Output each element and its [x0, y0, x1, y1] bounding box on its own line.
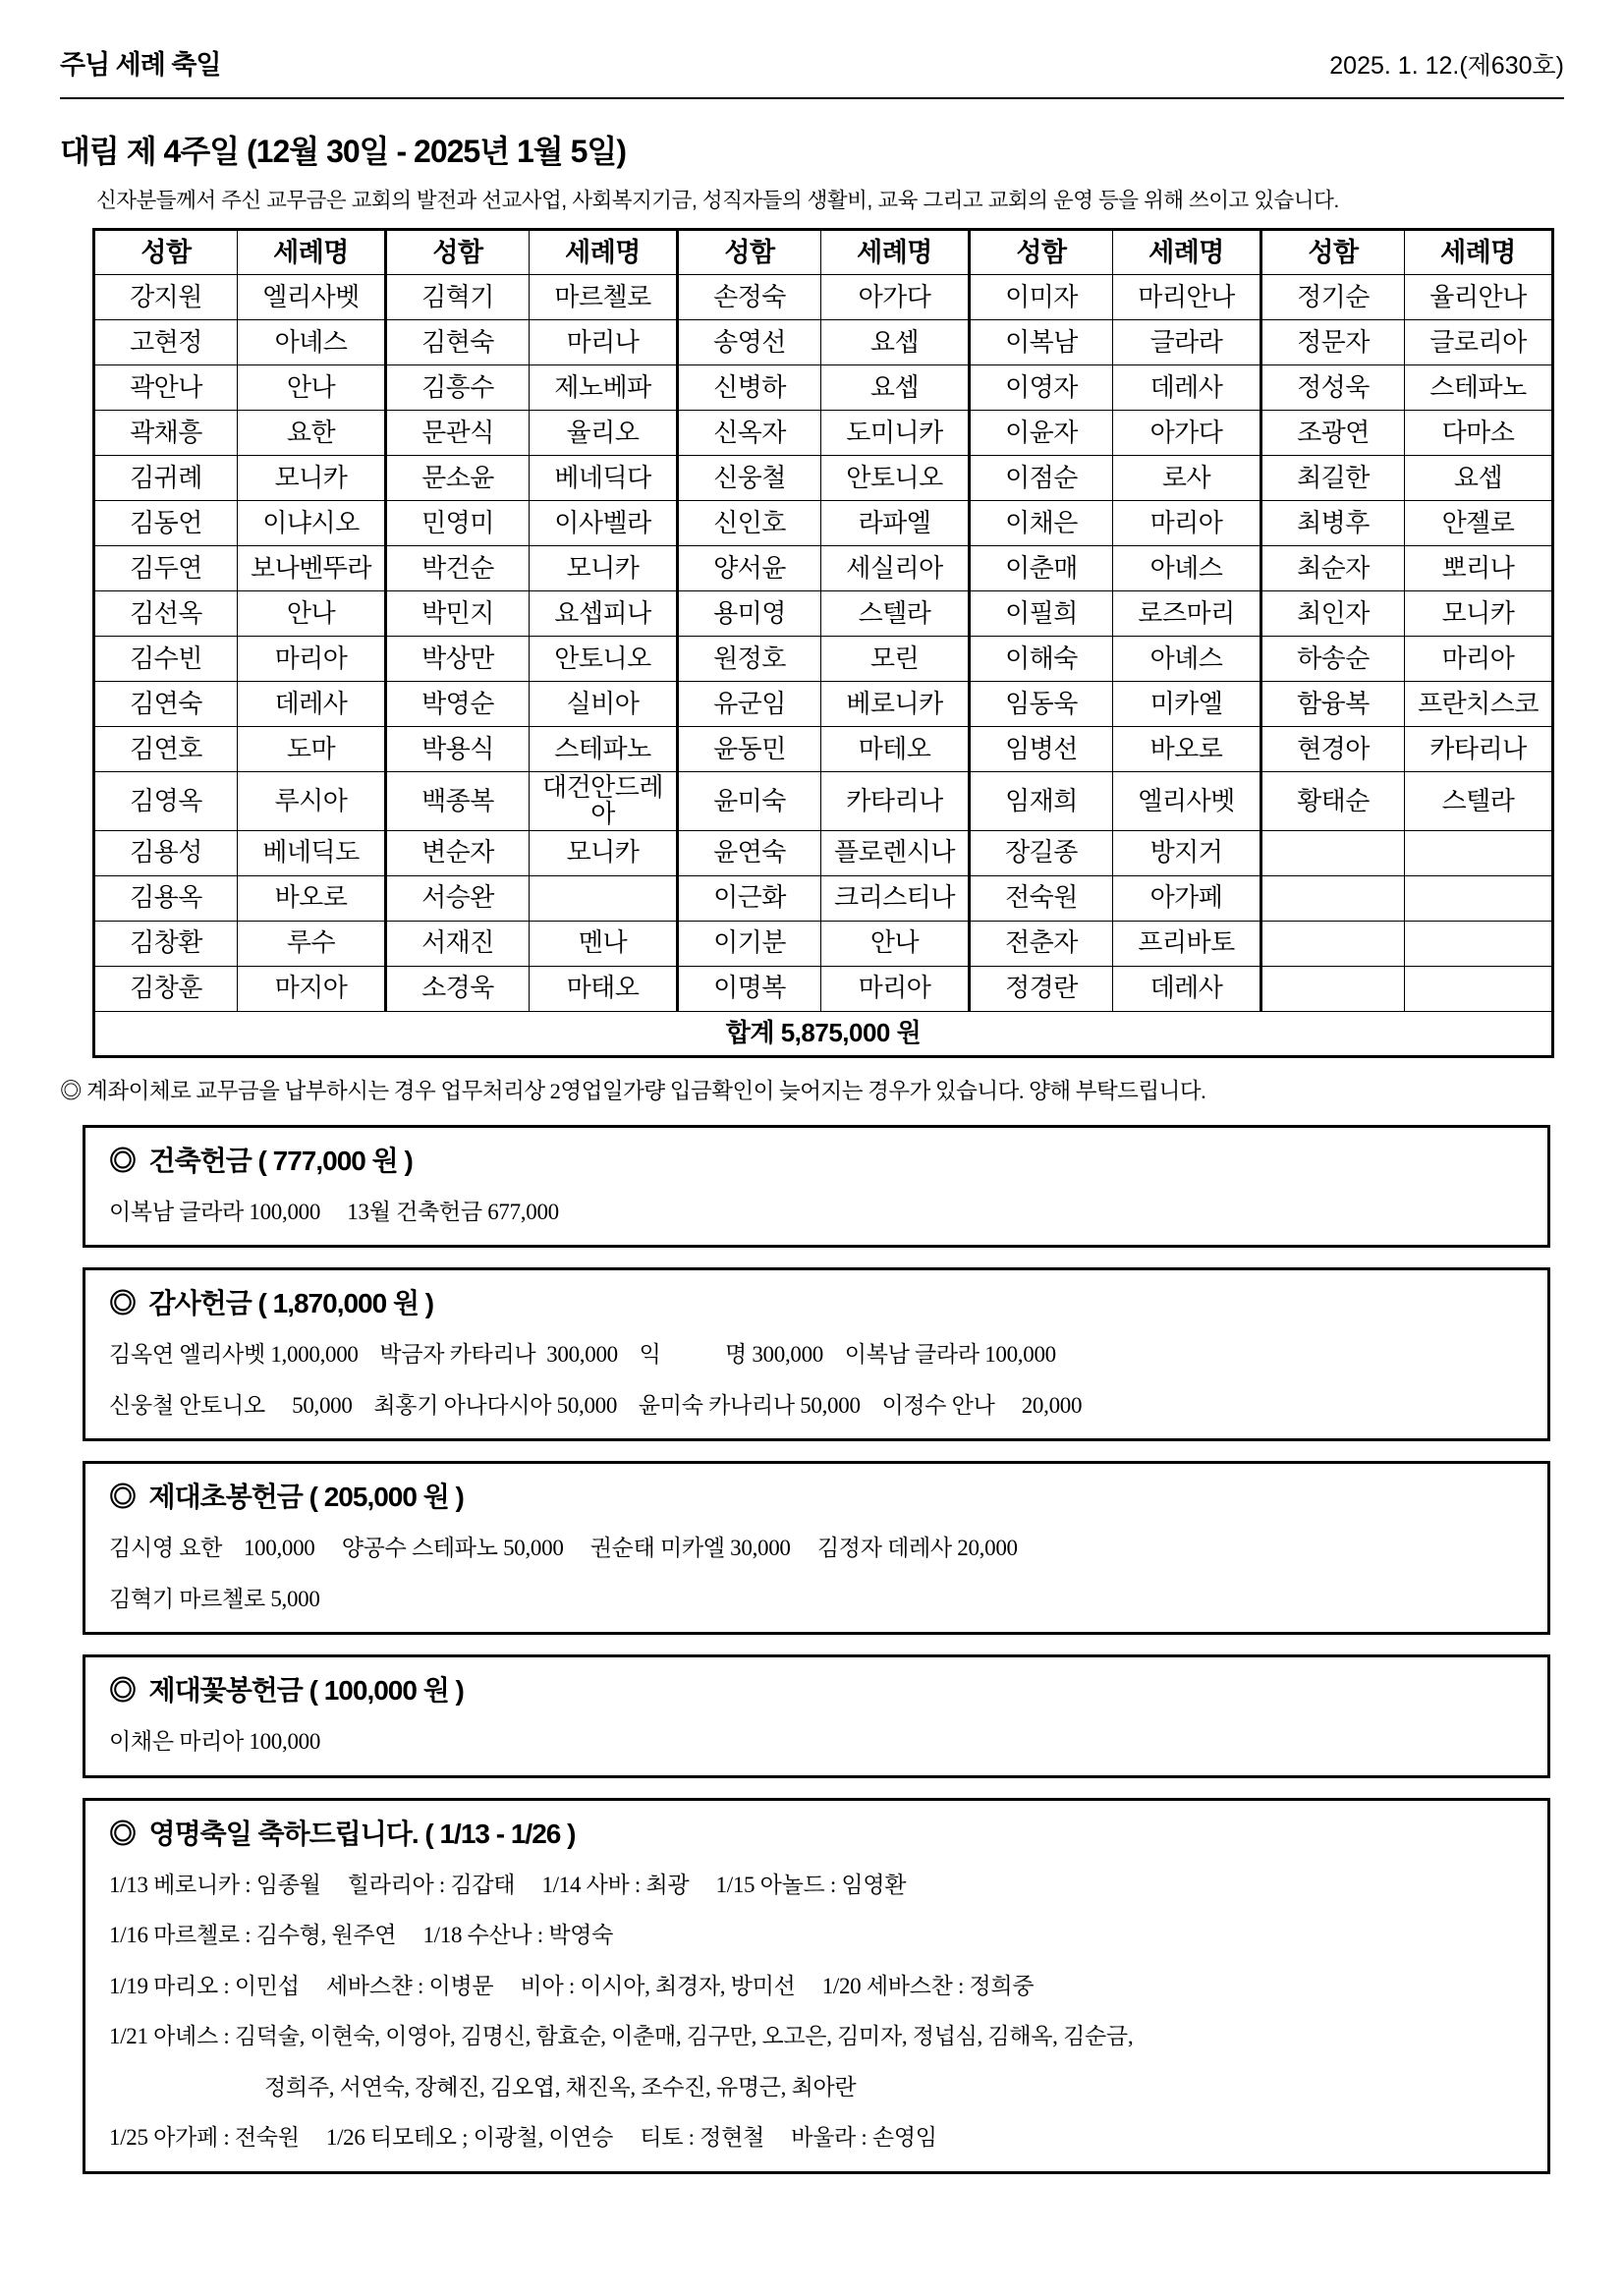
cell-baptismal: 마태오: [530, 966, 678, 1011]
cell-name: 김수빈: [94, 637, 238, 682]
cell-baptismal: 안토니오: [821, 456, 970, 501]
cell-name: 이미자: [970, 275, 1113, 320]
cell-name: 김현숙: [386, 320, 530, 365]
cell-name: 곽안나: [94, 365, 238, 411]
cell-name: 김연숙: [94, 682, 238, 727]
offering-roster-table: [92, 228, 1554, 1058]
table-row: [94, 365, 1553, 411]
cell-baptismal: 대건안드레아: [530, 772, 678, 831]
cell-name: 문소윤: [386, 456, 530, 501]
cell-baptismal: 글로리아: [1405, 320, 1553, 365]
box-line: 김시영 요한 100,000 양공수 스테파노 50,000 권순태 미카엘 30,000 김정자 데레사 20,000: [109, 1536, 1018, 1561]
cell-baptismal: 프란치스코: [1405, 682, 1553, 727]
cell-baptismal: 안토니오: [530, 637, 678, 682]
cell-baptismal: 안나: [821, 921, 970, 966]
cell-baptismal: 스테파노: [1405, 365, 1553, 411]
box-line: 신웅철 안토니오 50,000 최홍기 아나다시아 50,000 윤미숙 카나리나 50,000 이정수 안나 20,000: [109, 1392, 1083, 1418]
cell-baptismal: 로즈마리: [1113, 591, 1261, 637]
cell-name: 박건순: [386, 546, 530, 591]
cell-name: [1261, 966, 1405, 1011]
cell-name: 임재희: [970, 772, 1113, 831]
cell-baptismal: 마르첼로: [530, 275, 678, 320]
cell-name: 전춘자: [970, 921, 1113, 966]
cell-name: 이영자: [970, 365, 1113, 411]
cell-baptismal: 도마: [238, 727, 386, 772]
table-row: [94, 320, 1553, 365]
week-title: 대림 제 4주일 (12월 30일 - 2025년 1월 5일): [60, 134, 626, 169]
cell-baptismal: 카타리나: [1405, 727, 1553, 772]
table-row: [94, 501, 1553, 546]
cell-name: 전숙원: [970, 875, 1113, 921]
box-title: ◎ 건축헌금 ( 777,000 원 ): [109, 1145, 413, 1176]
cell-baptismal: 카타리나: [821, 772, 970, 831]
cell-baptismal: [1405, 966, 1553, 1011]
cell-baptismal: 데레사: [238, 682, 386, 727]
box-title: ◎ 감사헌금 ( 1,870,000 원 ): [109, 1288, 434, 1319]
cell-baptismal: 멘나: [530, 921, 678, 966]
cell-name: 임병선: [970, 727, 1113, 772]
cell-name: 송영선: [678, 320, 821, 365]
cell-name: 김연호: [94, 727, 238, 772]
cell-baptismal: 모린: [821, 637, 970, 682]
donation-box-5: [83, 1798, 1550, 2174]
cell-baptismal: 바오로: [1113, 727, 1261, 772]
cell-baptismal: 데레사: [1113, 966, 1261, 1011]
cell-name: 윤동민: [678, 727, 821, 772]
page-title: 주님 세례 축일: [60, 50, 221, 80]
cell-baptismal: 율리오: [530, 411, 678, 456]
cell-name: 장길종: [970, 830, 1113, 875]
column-header-name: 성함: [94, 230, 238, 275]
box-line: 이채은 마리아 100,000: [109, 1729, 321, 1755]
cell-name: 강지원: [94, 275, 238, 320]
cell-name: 변순자: [386, 830, 530, 875]
cell-baptismal: 로사: [1113, 456, 1261, 501]
cell-baptismal: 글라라: [1113, 320, 1261, 365]
cell-baptismal: [530, 875, 678, 921]
donation-box-2: [83, 1267, 1550, 1441]
cell-baptismal: 바오로: [238, 875, 386, 921]
column-header-name: 성함: [970, 230, 1113, 275]
cell-name: 임동욱: [970, 682, 1113, 727]
cell-baptismal: 도미니카: [821, 411, 970, 456]
cell-baptismal: 세실리아: [821, 546, 970, 591]
box-line: 1/16 마르첼로 : 김수형, 원주연 1/18 수산나 : 박영숙: [109, 1923, 614, 1948]
cell-name: 용미영: [678, 591, 821, 637]
box-line: 1/25 아가페 : 전숙원 1/26 티모테오 ; 이광철, 이연승 티토 : 정현철 바울라 : 손영임: [109, 2125, 937, 2151]
cell-baptismal: 플로렌시나: [821, 830, 970, 875]
table-row: [94, 875, 1553, 921]
cell-baptismal: 모니카: [530, 546, 678, 591]
cell-name: 김용성: [94, 830, 238, 875]
cell-name: 박용식: [386, 727, 530, 772]
table-row: [94, 275, 1553, 320]
cell-baptismal: 요셉피나: [530, 591, 678, 637]
cell-name: 박영순: [386, 682, 530, 727]
cell-baptismal: 프리바토: [1113, 921, 1261, 966]
table-row: [94, 637, 1553, 682]
box-line: 1/19 마리오 : 이민섭 세바스챤 : 이병문 비아 : 이시아, 최경자, 방미선 1/20 세바스찬 : 정희중: [109, 1973, 1035, 1998]
cell-baptismal: 마리아: [821, 966, 970, 1011]
cell-baptismal: 율리안나: [1405, 275, 1553, 320]
table-header-row: [94, 230, 1553, 275]
cell-name: 문관식: [386, 411, 530, 456]
cell-name: 김두연: [94, 546, 238, 591]
cell-name: 박상만: [386, 637, 530, 682]
cell-baptismal: 다마소: [1405, 411, 1553, 456]
column-header-baptismal: 세례명: [1405, 230, 1553, 275]
cell-baptismal: 데레사: [1113, 365, 1261, 411]
cell-name: 이기분: [678, 921, 821, 966]
cell-baptismal: 베로니카: [821, 682, 970, 727]
cell-baptismal: 마리안나: [1113, 275, 1261, 320]
donation-box-4: [83, 1654, 1550, 1778]
table-row: [94, 456, 1553, 501]
table-row: [94, 921, 1553, 966]
cell-baptismal: [1405, 875, 1553, 921]
cell-baptismal: 베네딕도: [238, 830, 386, 875]
cell-baptismal: 제노베파: [530, 365, 678, 411]
issue-date: 2025. 1. 12.(제630호): [1329, 52, 1564, 80]
cell-name: 손정숙: [678, 275, 821, 320]
cell-name: 김선옥: [94, 591, 238, 637]
cell-baptismal: 베네딕다: [530, 456, 678, 501]
cell-name: 김동언: [94, 501, 238, 546]
cell-name: 신병하: [678, 365, 821, 411]
cell-name: 김영옥: [94, 772, 238, 831]
cell-baptismal: 아녜스: [238, 320, 386, 365]
cell-name: 함융복: [1261, 682, 1405, 727]
cell-baptismal: 실비아: [530, 682, 678, 727]
cell-baptismal: 모니카: [530, 830, 678, 875]
cell-baptismal: 마리나: [530, 320, 678, 365]
cell-name: 최길한: [1261, 456, 1405, 501]
table-row: [94, 966, 1553, 1011]
page-header: [60, 43, 1564, 99]
cell-baptismal: 요한: [238, 411, 386, 456]
cell-name: 최인자: [1261, 591, 1405, 637]
column-header-baptismal: 세례명: [1113, 230, 1261, 275]
box-title: ◎ 제대초봉헌금 ( 205,000 원 ): [109, 1482, 464, 1513]
cell-baptismal: 루시아: [238, 772, 386, 831]
cell-name: [1261, 875, 1405, 921]
cell-baptismal: 보나벤뚜라: [238, 546, 386, 591]
cell-baptismal: 아녜스: [1113, 546, 1261, 591]
donation-boxes: [60, 1125, 1564, 2174]
cell-baptismal: 아가다: [1113, 411, 1261, 456]
cell-name: 이채은: [970, 501, 1113, 546]
box-line: 이복남 글라라 100,000 13월 건축헌금 677,000: [109, 1199, 559, 1224]
column-header-name: 성함: [386, 230, 530, 275]
cell-baptismal: 아가다: [821, 275, 970, 320]
total-row: [94, 1011, 1553, 1056]
cell-name: 곽채흥: [94, 411, 238, 456]
cell-baptismal: 이사벨라: [530, 501, 678, 546]
cell-name: 양서윤: [678, 546, 821, 591]
cell-name: 최순자: [1261, 546, 1405, 591]
cell-baptismal: 라파엘: [821, 501, 970, 546]
cell-baptismal: 모니카: [238, 456, 386, 501]
table-row: [94, 411, 1553, 456]
cell-baptismal: 마리아: [238, 637, 386, 682]
box-line: 김혁기 마르첼로 5,000: [109, 1586, 320, 1611]
column-header-name: 성함: [678, 230, 821, 275]
cell-name: 김귀례: [94, 456, 238, 501]
column-header-baptismal: 세례명: [821, 230, 970, 275]
cell-name: 서승완: [386, 875, 530, 921]
cell-name: [1261, 830, 1405, 875]
cell-baptismal: 요셉: [821, 365, 970, 411]
cell-baptismal: 스테파노: [530, 727, 678, 772]
box-line: 정희주, 서연숙, 장혜진, 김오엽, 채진옥, 조수진, 유명근, 최아란: [264, 2074, 857, 2100]
cell-name: 이춘매: [970, 546, 1113, 591]
cell-name: 하송순: [1261, 637, 1405, 682]
cell-baptismal: 마테오: [821, 727, 970, 772]
cell-name: 신웅철: [678, 456, 821, 501]
column-header-baptismal: 세례명: [530, 230, 678, 275]
cell-baptismal: 아가페: [1113, 875, 1261, 921]
cell-name: 소경욱: [386, 966, 530, 1011]
cell-name: 이해숙: [970, 637, 1113, 682]
donation-box-1: [83, 1125, 1550, 1249]
box-line: 1/13 베로니카 : 임종월 힐라리아 : 김갑태 1/14 사바 : 최광 1/15 아놀드 : 임영환: [109, 1872, 907, 1897]
cell-name: 김흥수: [386, 365, 530, 411]
cell-name: 현경아: [1261, 727, 1405, 772]
cell-baptismal: 뽀리나: [1405, 546, 1553, 591]
box-title: ◎ 제대꽃봉헌금 ( 100,000 원 ): [109, 1675, 464, 1707]
column-header-name: 성함: [1261, 230, 1405, 275]
cell-name: 신인호: [678, 501, 821, 546]
cell-name: 조광연: [1261, 411, 1405, 456]
table-row: [94, 682, 1553, 727]
cell-name: 김창훈: [94, 966, 238, 1011]
cell-name: 신옥자: [678, 411, 821, 456]
table-row: [94, 727, 1553, 772]
cell-baptismal: 안젤로: [1405, 501, 1553, 546]
table-row: [94, 546, 1553, 591]
table-body: [94, 275, 1553, 1012]
cell-baptismal: 안나: [238, 591, 386, 637]
cell-baptismal: 스텔라: [1405, 772, 1553, 831]
cell-baptismal: 크리스티나: [821, 875, 970, 921]
table-row: [94, 591, 1553, 637]
cell-baptismal: 안나: [238, 365, 386, 411]
intro-text: 신자분들께서 주신 교무금은 교회의 발전과 선교사업, 사회복지기금, 성직자들의 생활비, 교육 그리고 교회의 운영 등을 위해 쓰이고 있습니다.: [96, 189, 1339, 212]
cell-name: 정성욱: [1261, 365, 1405, 411]
cell-baptismal: 아녜스: [1113, 637, 1261, 682]
cell-name: 최병후: [1261, 501, 1405, 546]
cell-baptismal: 방지거: [1113, 830, 1261, 875]
cell-name: 이필희: [970, 591, 1113, 637]
cell-name: 박민지: [386, 591, 530, 637]
cell-name: 윤미숙: [678, 772, 821, 831]
cell-baptismal: 스텔라: [821, 591, 970, 637]
cell-baptismal: 요셉: [821, 320, 970, 365]
table-foot: [94, 1011, 1553, 1056]
cell-baptismal: 루수: [238, 921, 386, 966]
cell-name: 이복남: [970, 320, 1113, 365]
cell-baptismal: [1405, 830, 1553, 875]
column-header-baptismal: 세례명: [238, 230, 386, 275]
cell-name: 이명복: [678, 966, 821, 1011]
cell-baptismal: 마리아: [1405, 637, 1553, 682]
table-row: [94, 830, 1553, 875]
cell-name: 이근화: [678, 875, 821, 921]
cell-baptismal: 모니카: [1405, 591, 1553, 637]
cell-name: 윤연숙: [678, 830, 821, 875]
cell-name: 고현정: [94, 320, 238, 365]
cell-name: 서재진: [386, 921, 530, 966]
cell-name: 정기순: [1261, 275, 1405, 320]
box-line: 1/21 아녜스 : 김덕술, 이현숙, 이영아, 김명신, 함효순, 이춘매, 김구만, 오고은, 김미자, 정넙심, 김해옥, 김순금,: [109, 2024, 1134, 2049]
cell-baptismal: 엘리사벳: [238, 275, 386, 320]
cell-baptismal: 미카엘: [1113, 682, 1261, 727]
cell-baptismal: [1405, 921, 1553, 966]
cell-name: 민영미: [386, 501, 530, 546]
cell-baptismal: 엘리사벳: [1113, 772, 1261, 831]
cell-name: 백종복: [386, 772, 530, 831]
total-amount: 합계 5,875,000 원: [94, 1011, 1553, 1056]
cell-name: 원정호: [678, 637, 821, 682]
cell-name: 정경란: [970, 966, 1113, 1011]
cell-name: 김혁기: [386, 275, 530, 320]
table-head: [94, 230, 1553, 275]
cell-name: 유군임: [678, 682, 821, 727]
cell-baptismal: 마리아: [1113, 501, 1261, 546]
cell-name: 정문자: [1261, 320, 1405, 365]
transfer-note: ◎ 계좌이체로 교무금을 납부하시는 경우 업무처리상 2영업일가량 입금확인이 늦어지는 경우가 있습니다. 양해 부탁드립니다.: [60, 1078, 1206, 1103]
cell-name: 이윤자: [970, 411, 1113, 456]
cell-baptismal: 마지아: [238, 966, 386, 1011]
donation-box-3: [83, 1461, 1550, 1635]
cell-name: 황태순: [1261, 772, 1405, 831]
cell-name: 김창환: [94, 921, 238, 966]
table-row: [94, 772, 1553, 831]
cell-name: 김용옥: [94, 875, 238, 921]
cell-name: [1261, 921, 1405, 966]
cell-baptismal: 이냐시오: [238, 501, 386, 546]
cell-baptismal: 요셉: [1405, 456, 1553, 501]
cell-name: 이점순: [970, 456, 1113, 501]
box-title: ◎ 영명축일 축하드립니다. ( 1/13 - 1/26 ): [109, 1818, 576, 1849]
box-line: 김옥연 엘리사벳 1,000,000 박금자 카타리나 300,000 익 명 300,000 이복남 글라라 100,000: [109, 1342, 1056, 1368]
